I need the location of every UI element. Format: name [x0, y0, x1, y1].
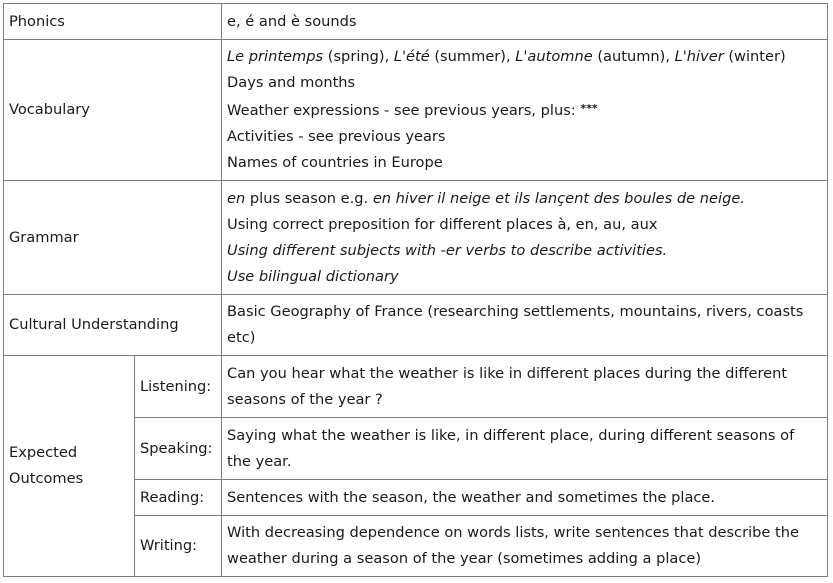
- seasons-line: [227, 44, 822, 70]
- vocabulary-label: Vocabulary: [4, 40, 222, 181]
- outcomes-label-line-2: Outcomes: [9, 470, 84, 487]
- outcome-row-listening: [4, 356, 828, 418]
- season-summer-en: (summer),: [429, 48, 516, 65]
- skill-reading: Reading:: [135, 480, 222, 516]
- weather-marker: ***: [580, 102, 598, 115]
- grammar-row: [4, 181, 828, 295]
- season-autumn-fr: L'automne: [515, 48, 593, 65]
- grammar-line-1-mid: plus season e.g.: [245, 189, 373, 207]
- grammar-content: [222, 181, 828, 295]
- vocabulary-content: [222, 40, 828, 181]
- vocabulary-row: [4, 40, 828, 181]
- season-summer-fr: L'été: [393, 48, 430, 65]
- season-autumn-en: (autumn),: [592, 48, 675, 65]
- grammar-label: Grammar: [4, 181, 222, 295]
- activities-line: Activities - see previous years: [227, 128, 446, 145]
- outcome-speaking-text: [222, 418, 828, 480]
- skill-listening: Listening:: [135, 356, 222, 418]
- season-winter-en: (winter): [723, 48, 786, 65]
- cultural-row: [4, 295, 828, 356]
- outcome-listening: Can you hear what the weather is like in different places during the different seasons of the year ?: [227, 364, 788, 408]
- weather-line: [227, 96, 822, 124]
- unit-plan-table: [3, 3, 828, 577]
- grammar-line-4: Use bilingual dictionary: [227, 267, 399, 285]
- skill-speaking: Speaking:: [135, 418, 222, 480]
- outcome-reading: Sentences with the season, the weather and sometimes the place.: [222, 480, 828, 516]
- skill-writing: Writing:: [135, 516, 222, 577]
- outcome-writing-text: [222, 516, 828, 577]
- outcomes-label-line-1: Expected: [9, 444, 78, 461]
- phonics-row: [4, 4, 828, 40]
- grammar-en-word: en: [227, 189, 246, 207]
- outcome-listening-text: [222, 356, 828, 418]
- grammar-line-3: Using different subjects with -er verbs to describe activities.: [227, 241, 668, 259]
- outcomes-label: [4, 356, 135, 577]
- countries-line: Names of countries in Europe: [227, 154, 443, 171]
- outcome-speaking: Saying what the weather is like, in different place, during different seasons of the year.: [227, 426, 795, 470]
- cultural-text: Basic Geography of France (researching settlements, mountains, rivers, coasts etc): [227, 303, 804, 346]
- grammar-line-2: Using correct preposition for different places à, en, au, aux: [227, 215, 658, 233]
- outcome-writing: With decreasing dependence on words lists, write sentences that describe the weather during a season of the year (sometimes adding a place): [227, 524, 799, 567]
- grammar-line-1: [227, 186, 822, 212]
- grammar-example: en hiver il neige et ils lançent des boules de neige.: [372, 189, 745, 207]
- cultural-content: [222, 295, 828, 356]
- season-spring-fr: Le printemps: [227, 48, 324, 65]
- season-winter-fr: L'hiver: [674, 48, 724, 65]
- cultural-label: Cultural Understanding: [4, 295, 222, 356]
- weather-text: Weather expressions - see previous years, plus:: [227, 102, 581, 119]
- phonics-content: e, é and è sounds: [222, 4, 828, 40]
- days-months-line: Days and months: [227, 74, 356, 91]
- phonics-label: Phonics: [4, 4, 222, 40]
- season-spring-en: (spring),: [323, 48, 394, 65]
